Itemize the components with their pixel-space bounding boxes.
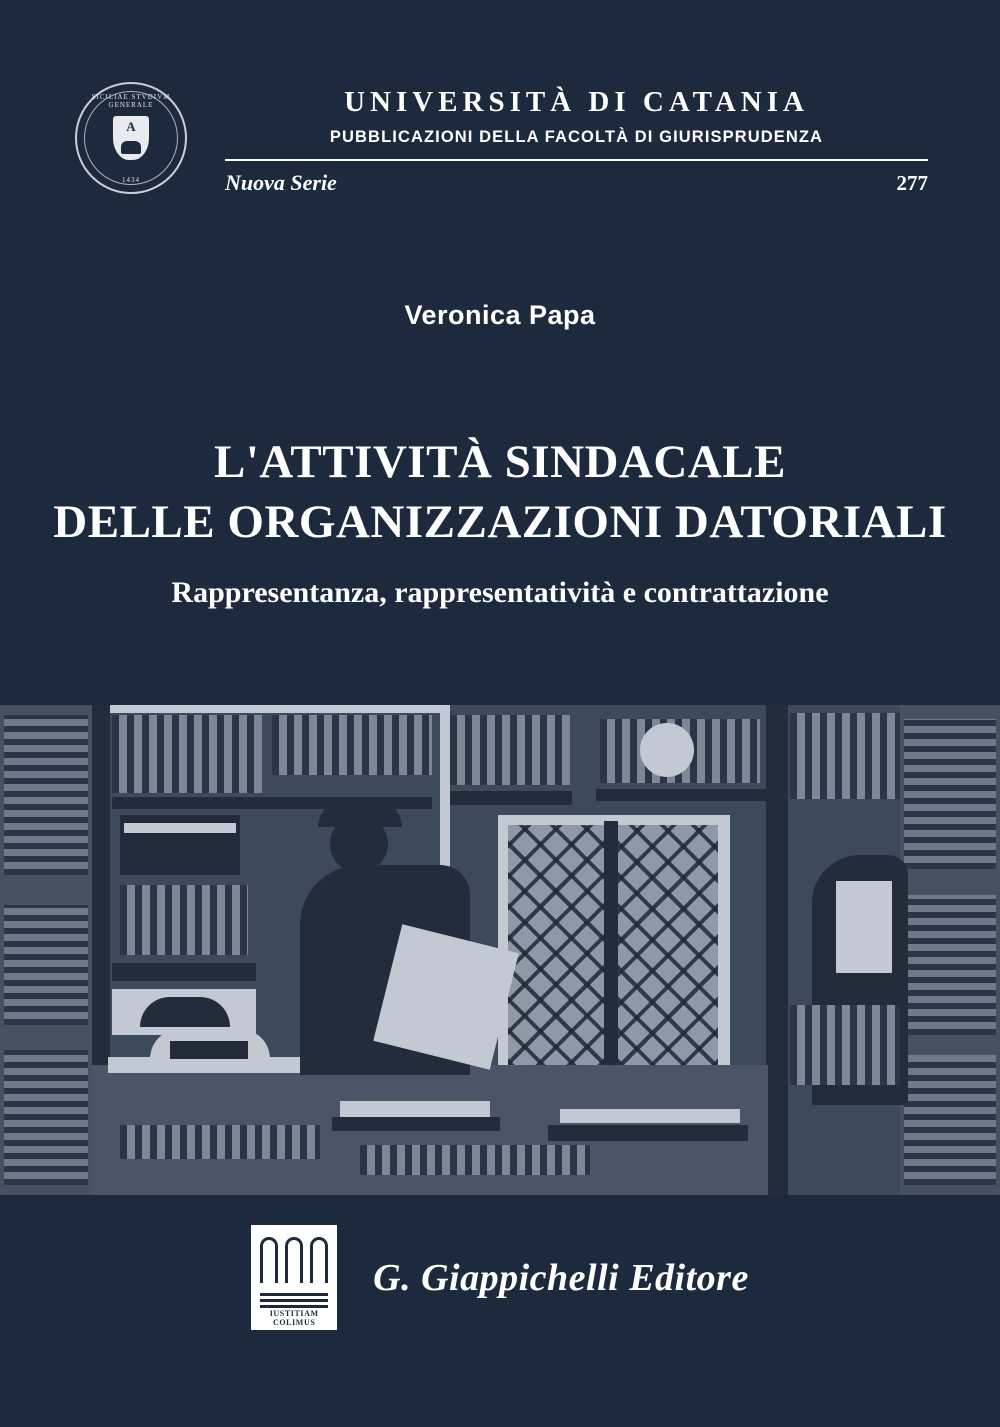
series-row bbox=[225, 170, 928, 196]
illustration-shape bbox=[140, 997, 230, 1027]
publisher-block bbox=[0, 1225, 1000, 1330]
logo-arch bbox=[285, 1237, 303, 1283]
illustration-shape bbox=[640, 723, 694, 777]
illustration-shape bbox=[904, 895, 996, 1035]
illustration-shape bbox=[124, 823, 236, 833]
header-text-block bbox=[225, 78, 928, 196]
illustration-shape bbox=[4, 1050, 88, 1185]
illustration-shape bbox=[560, 1109, 740, 1123]
series-number: 277 bbox=[896, 171, 928, 195]
cover-header bbox=[75, 78, 928, 196]
university-seal-icon bbox=[75, 82, 187, 194]
illustration-shape bbox=[120, 885, 248, 955]
illustration-shape bbox=[340, 1101, 490, 1117]
illustration-shape bbox=[766, 705, 788, 1195]
seal-shield bbox=[113, 116, 149, 160]
illustration-shape bbox=[4, 715, 88, 875]
logo-arches bbox=[260, 1237, 328, 1295]
illustration-shape bbox=[112, 715, 262, 793]
illustration-shape bbox=[120, 1125, 320, 1159]
publisher-logo-icon bbox=[251, 1225, 337, 1330]
illustration-shape bbox=[618, 825, 718, 1095]
illustration-shape bbox=[112, 963, 256, 981]
faculty-name: PUBBLICAZIONI DELLA FACOLTÀ DI GIURISPRUDENZA bbox=[329, 128, 824, 146]
illustration-shape bbox=[318, 801, 402, 827]
header-divider bbox=[225, 159, 928, 161]
university-name: UNIVERSITÀ DI CATANIA bbox=[344, 86, 809, 118]
illustration-shape bbox=[596, 789, 766, 801]
seal-shield-letter: A bbox=[126, 119, 136, 134]
seal-top-text: SICILIAE STVDIVM GENERALE bbox=[91, 93, 171, 109]
illustration-shape bbox=[332, 1117, 500, 1131]
illustration-shape bbox=[450, 715, 570, 785]
illustration-shape bbox=[508, 825, 604, 1095]
publisher-name: G. Giappichelli Editore bbox=[373, 1256, 749, 1299]
illustration-shape bbox=[790, 713, 900, 799]
illustration-shape bbox=[108, 1057, 328, 1073]
logo-arch bbox=[260, 1237, 278, 1283]
elephant-icon bbox=[121, 141, 141, 154]
title-line-2: DELLE ORGANIZZAZIONI DATORIALI bbox=[53, 496, 947, 549]
illustration-shape bbox=[450, 791, 572, 805]
title-line-1: L'ATTIVITÀ SINDACALE bbox=[214, 436, 786, 488]
illustration-shape bbox=[904, 1055, 996, 1185]
illustration-shape bbox=[790, 1005, 900, 1085]
illustration-shape bbox=[836, 881, 892, 973]
series-label: Nuova Serie bbox=[225, 170, 337, 195]
logo-steps bbox=[260, 1292, 328, 1308]
cover-illustration bbox=[0, 705, 1000, 1195]
seal-bottom-text: 1434 bbox=[122, 176, 140, 184]
illustration-shape bbox=[110, 705, 440, 713]
illustration-shape bbox=[360, 1145, 590, 1175]
logo-arch bbox=[310, 1237, 328, 1283]
illustration-shape bbox=[548, 1125, 748, 1141]
illustration-shape bbox=[272, 715, 432, 775]
illustration-shape bbox=[904, 719, 996, 869]
illustration-shape bbox=[4, 905, 88, 1025]
illustration-shape bbox=[170, 1041, 248, 1059]
illustration-shape bbox=[604, 821, 618, 1099]
author-name: Veronica Papa bbox=[404, 300, 596, 330]
publisher-logo-motto: IUSTITIAM COLIMUS bbox=[269, 1309, 319, 1327]
subtitle: Rappresentanza, rappresentatività e contrattazione bbox=[171, 576, 829, 609]
page-title bbox=[40, 432, 960, 552]
